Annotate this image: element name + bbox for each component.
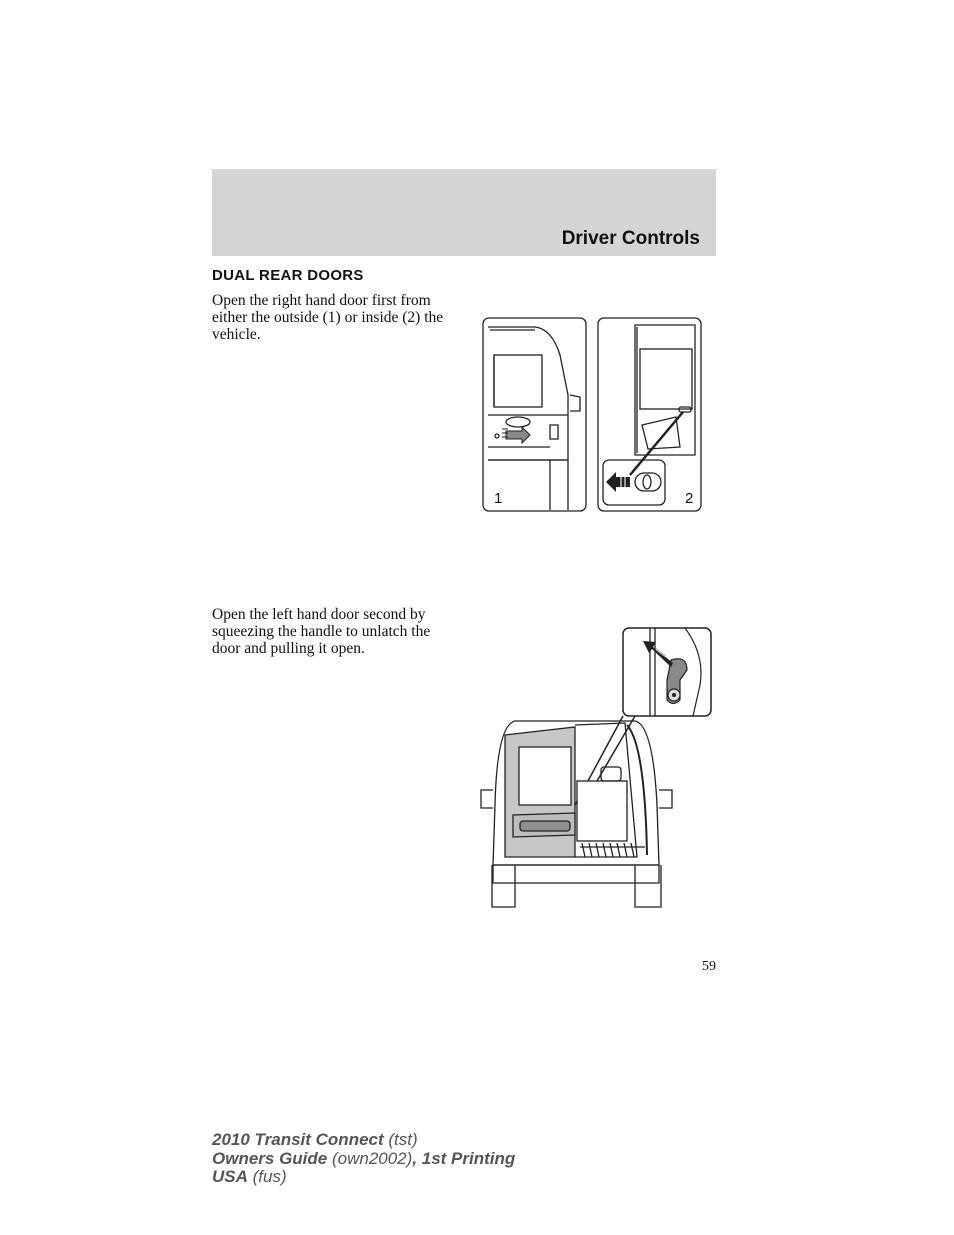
footer-line-3: USA (fus)	[212, 1167, 287, 1186]
footer-line-2: Owners Guide (own2002), 1st Printing	[212, 1148, 516, 1168]
figure-label-inside: 2	[685, 490, 694, 507]
header-band	[212, 169, 716, 256]
section-heading: DUAL REAR DOORS	[212, 267, 364, 284]
left-door-handle-illustration	[475, 625, 715, 915]
footer	[212, 1131, 515, 1187]
outside-handle-arrow	[502, 427, 530, 443]
figure-label-outside: 1	[494, 490, 503, 507]
paragraph-right-door: Open the right hand door first from either the outside (1) or inside (2) the vehicle.	[212, 292, 444, 343]
page-number: 59	[702, 959, 716, 974]
inside-handle-arrow	[606, 472, 630, 492]
footer-line-1: 2010 Transit Connect (tst)	[212, 1130, 418, 1149]
paragraph-left-door: Open the left hand door second by squeezing the handle to unlatch the door and pulling it open.	[212, 606, 431, 657]
section-title: Driver Controls	[561, 228, 700, 249]
rear-door-opening-illustration	[480, 315, 705, 515]
